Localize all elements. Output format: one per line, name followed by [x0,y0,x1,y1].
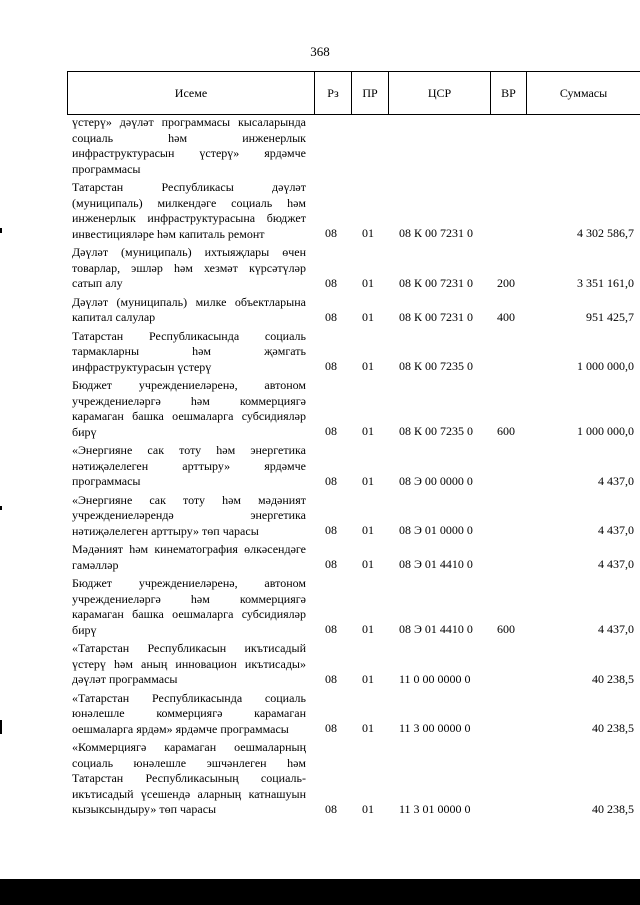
row-pr: 01 [362,721,374,735]
row-csr: 08 К 00 7231 0 [399,309,474,324]
row-csr: 08 Э 00 0000 0 [399,473,473,488]
row-vr: 400 [497,309,515,324]
row-name: Мәдәният һәм кинематография өлкәсендәге гамәлләр [72,542,306,572]
table-row [0,641,640,691]
scan-mark [0,228,2,233]
row-sum: 40 238,5 [592,671,634,686]
row-name: «Татарстан Республикасында социаль юнәлешле коммерциягә карамаган оешмаларга ярдәм» ярдәмче программасы [72,690,306,736]
row-pr: 01 [362,557,374,571]
header-rz: Рз [315,72,352,115]
table-row [0,180,640,245]
row-rz: 08 [325,309,337,324]
header-csr: ЦСР [389,72,491,115]
row-name: «Коммерциягә карамаган оешмаларның социаль юнәлешле эшчәнлеген һәм Татарстан Республикасының социаль-икътисадый үсешендә аларның катнашуын кызыксындыру» төп чарасы [72,740,306,816]
row-csr: 11 3 00 0000 0 [399,721,471,735]
row-vr: 600 [497,622,515,636]
row-pr: 01 [362,801,374,816]
header-vr: ВР [491,72,527,115]
row-rz: 08 [325,226,337,240]
row-sum: 4 437,0 [598,622,634,636]
table-row [0,329,640,379]
row-csr: 08 К 00 7231 0 [399,275,474,290]
row-name: «Татарстан Республикасын икътисадый үстерү һәм аның инновацион икътисады» дәүләт программасы [72,641,306,686]
table-row [0,576,640,641]
row-csr: 08 Э 01 4410 0 [399,622,473,636]
table-body [0,115,640,821]
scan-mark [0,506,2,510]
row-rz: 08 [325,359,337,373]
row-name: Татарстан Республикасы дәүләт (муниципаль) милкендәге социаль һәм инженерлык инфраструктурасына бюджет инвестицияләре һәм капиталь ремонт [72,180,306,241]
row-rz: 08 [325,275,337,290]
row-pr: 01 [362,671,374,686]
table-row [0,542,640,576]
row-name: «Энергияне сак тоту һәм мәдәният учреждениеләрендә энергетика нәтиҗәлелеген арттыру» төп чарасы [72,492,306,538]
row-csr: 08 К 00 7231 0 [399,226,474,240]
row-rz: 08 [325,473,337,488]
scan-border [0,879,640,905]
table-row [0,691,640,741]
row-pr: 01 [362,275,374,290]
row-csr: 08 К 00 7235 0 [399,359,474,373]
page-number: 368 [310,44,330,59]
table-row [0,378,640,443]
row-sum: 3 351 161,0 [577,275,634,290]
row-rz: 08 [325,557,337,571]
row-name: «Энергияне сак тоту һәм энергетика нәтиҗәлелеген арттыру» ярдәмче программасы [72,443,306,488]
row-sum: 1 000 000,0 [577,424,634,438]
scan-mark [0,720,2,734]
row-name: Татарстан Республикасында социаль тармакларны һәм җәмгать инфраструктурасын үстерү [72,328,306,374]
row-name: Дәүләт (муниципаль) ихтыяҗлары өчен товарлар, эшләр һәм хезмәт күрсәтүләр сатып алу [72,245,306,290]
row-name: Бюджет учреждениеләренә, автоном учреждениеләргә һәм коммерциягә карамаган башка оешмаларга субсидияләр бирү [72,378,306,439]
row-sum: 40 238,5 [592,721,634,735]
row-csr: 08 Э 01 4410 0 [399,557,473,571]
row-sum: 951 425,7 [586,309,634,324]
row-rz: 08 [325,671,337,686]
table-row [0,740,640,821]
row-sum: 40 238,5 [592,801,634,816]
row-sum: 1 000 000,0 [577,359,634,373]
row-pr: 01 [362,359,374,373]
row-rz: 08 [325,622,337,636]
row-rz: 08 [325,801,337,816]
table-row [0,115,640,180]
row-pr: 01 [362,424,374,438]
table-row [0,493,640,543]
table-row [0,245,640,295]
header-name: Исеме [68,72,315,115]
row-name: үстерү» дәүләт программасы кысаларында социаль һәм инженерлык инфраструктурасын үстерү» ярдәмче программасы [72,115,306,176]
row-sum: 4 437,0 [598,557,634,571]
table-row [0,295,640,329]
row-name: Бюджет учреждениеләренә, автоном учреждениеләргә һәм коммерциягә карамаган башка оешмаларга субсидияләр бирү [72,576,306,637]
row-pr: 01 [362,523,374,537]
header-pr: ПР [352,72,389,115]
row-csr: 11 0 00 0000 0 [399,671,471,686]
row-vr: 200 [497,275,515,290]
row-sum: 4 437,0 [598,523,634,537]
header-sum: Суммасы [527,72,640,115]
row-csr: 08 Э 01 0000 0 [399,523,473,537]
row-vr: 600 [497,424,515,438]
row-sum: 4 437,0 [598,473,634,488]
row-rz: 08 [325,721,337,735]
row-pr: 01 [362,309,374,324]
row-pr: 01 [362,226,374,240]
row-rz: 08 [325,523,337,537]
table-header [67,71,640,115]
row-name: Дәүләт (муниципаль) милке объектларына капитал салулар [72,294,306,324]
row-csr: 08 К 00 7235 0 [399,424,474,438]
row-pr: 01 [362,622,374,636]
row-pr: 01 [362,473,374,488]
table-row [0,443,640,493]
row-csr: 11 3 01 0000 0 [399,801,471,816]
row-sum: 4 302 586,7 [577,226,634,240]
row-rz: 08 [325,424,337,438]
